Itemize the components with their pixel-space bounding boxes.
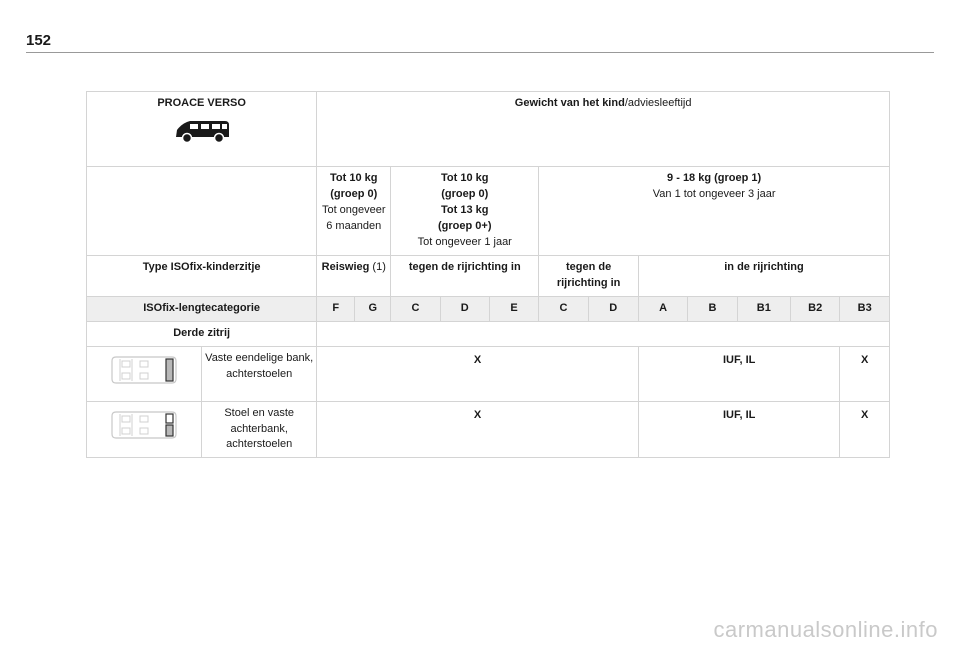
category-cell: A [638, 296, 687, 321]
forward-value: IUF, IL [638, 401, 839, 458]
group-0-cell [317, 167, 391, 256]
weight-heading-bold: Gewicht van het kind [514, 97, 625, 109]
forward-value: IUF, IL [638, 346, 839, 401]
group-1-cell [539, 167, 890, 256]
weight-group-row [87, 167, 890, 256]
seat-row [87, 346, 890, 401]
group-line: (groep 0) [330, 187, 378, 200]
rear-facing-value: X [317, 346, 639, 401]
seat-icon-cell [87, 401, 202, 458]
seat-row [87, 401, 890, 458]
category-cell: C [539, 296, 588, 321]
category-cell: F [317, 296, 355, 321]
category-cell: E [489, 296, 538, 321]
type-carrycot [317, 255, 391, 296]
type-rear-facing-a: tegen de rijrichting in [391, 255, 539, 296]
category-cell: B1 [737, 296, 790, 321]
group-line: Tot 13 kg [441, 203, 489, 216]
header-row [87, 92, 890, 167]
group-0plus-cell [391, 167, 539, 256]
seat-type-row [87, 255, 890, 296]
category-cell: D [588, 296, 638, 321]
third-row-label: Derde zitrij [87, 321, 317, 346]
category-row [87, 296, 890, 321]
watermark: carmanualsonline.info [713, 617, 938, 642]
vehicle-cell [87, 92, 317, 167]
group-line: (groep 0) [441, 187, 489, 200]
seat-description: Stoel en vaste achterbank, achterstoelen [202, 401, 317, 458]
category-cell: C [391, 296, 440, 321]
empty-cell [317, 321, 890, 346]
group-line: Tot 10 kg [441, 172, 489, 184]
third-row-heading [87, 321, 890, 346]
forward-b3-value: X [840, 346, 890, 401]
seat-layout-icon [110, 353, 178, 387]
category-cell: G [355, 296, 391, 321]
group-line: Tot ongeveer 6 maanden [321, 203, 386, 232]
type-forward: in de rijrichting [638, 255, 889, 296]
weight-heading-cell [317, 92, 890, 167]
seat-icon-cell [87, 346, 202, 401]
vehicle-name: PROACE VERSO [157, 97, 246, 109]
group-line: 9 - 18 kg (groep 1) [667, 172, 762, 184]
group-line: (groep 0+) [438, 219, 492, 232]
isofix-table [86, 91, 890, 458]
category-cell: B2 [791, 296, 840, 321]
type-rear-facing-b: tegen de rijrichting in [539, 255, 639, 296]
type-label: Type ISOfix-kinderzitje [87, 255, 317, 296]
carrycot-label: Reiswieg [321, 260, 370, 273]
group-line: Van 1 tot ongeveer 3 jaar [652, 187, 776, 200]
category-cell: B [688, 296, 737, 321]
header-divider [26, 52, 934, 53]
page-number: 152 [26, 32, 52, 49]
weight-heading-rest: /adviesleeftijd [624, 97, 692, 109]
category-cell: B3 [840, 296, 890, 321]
van-icon [173, 118, 231, 144]
seat-layout-icon [110, 408, 178, 442]
seat-description: Vaste eendelige bank, achterstoelen [202, 346, 317, 401]
forward-b3-value: X [840, 401, 890, 458]
carrycot-note: (1) [369, 260, 386, 273]
category-label: ISOfix-lengtecategorie [87, 296, 317, 321]
category-cell: D [440, 296, 489, 321]
empty-cell [87, 167, 317, 256]
group-line: Tot 10 kg [330, 172, 378, 184]
rear-facing-value: X [317, 401, 639, 458]
group-line: Tot ongeveer 1 jaar [417, 235, 512, 248]
